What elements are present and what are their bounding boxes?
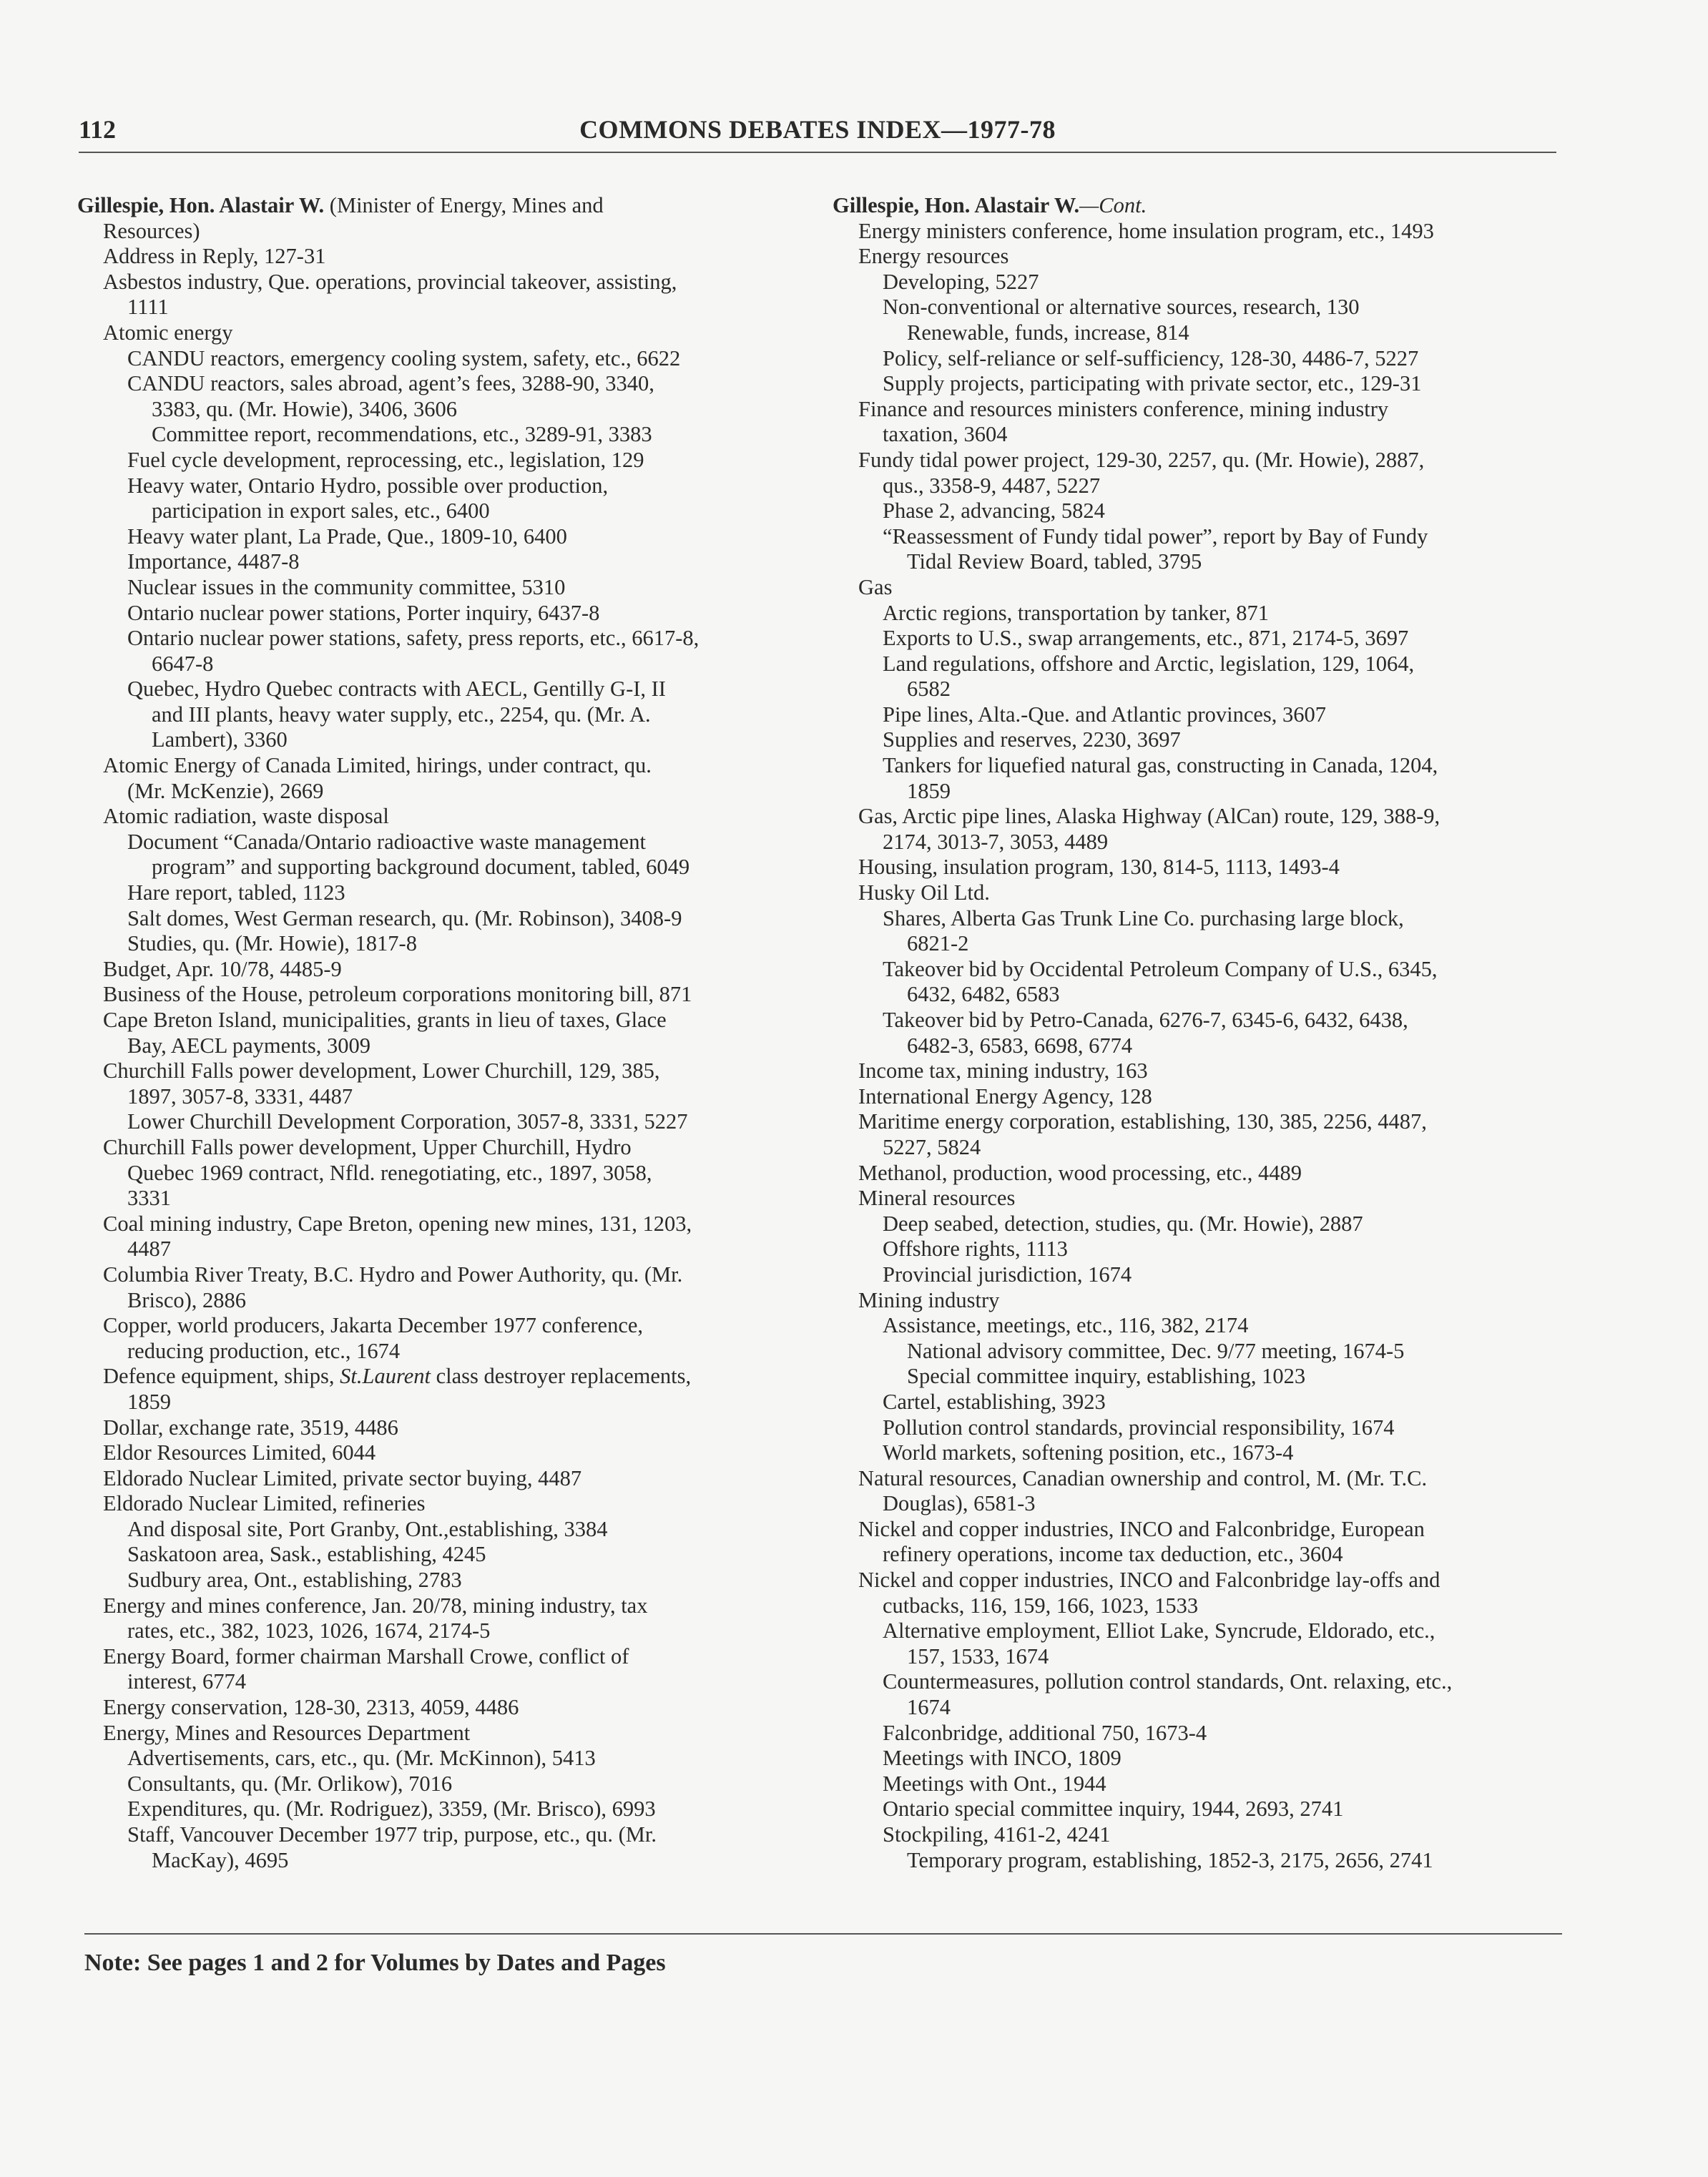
- index-line: Developing, 5227: [883, 269, 1039, 294]
- index-line: Heavy water plant, La Prade, Que., 1809-10, 6400: [127, 524, 567, 549]
- index-line: Provincial jurisdiction, 1674: [883, 1262, 1132, 1287]
- index-line: 1674: [907, 1695, 951, 1720]
- page-title: COMMONS DEBATES INDEX—1977-78: [579, 115, 1056, 144]
- index-line: Mining industry: [858, 1287, 1000, 1312]
- index-line: Methanol, production, wood processing, etc., 4489: [858, 1160, 1302, 1185]
- index-line: And disposal site, Port Granby, Ont.,establishing, 3384: [127, 1516, 608, 1541]
- index-line: Hare report, tabled, 1123: [127, 880, 345, 905]
- index-line: Land regulations, offshore and Arctic, legislation, 129, 1064,: [883, 651, 1415, 676]
- index-line: Takeover bid by Petro-Canada, 6276-7, 6345-6, 6432, 6438,: [883, 1008, 1408, 1032]
- index-line: Stockpiling, 4161-2, 4241: [883, 1822, 1111, 1847]
- index-line: Lower Churchill Development Corporation, 3057-8, 3331, 5227: [127, 1109, 688, 1134]
- index-line: Expenditures, qu. (Mr. Rodriguez), 3359, (Mr. Brisco), 6993: [127, 1797, 656, 1822]
- entry-role: (Minister of Energy, Mines and: [324, 193, 604, 217]
- page-header: [79, 114, 1556, 153]
- index-line: 1859: [127, 1389, 171, 1414]
- index-line: 6582: [907, 677, 951, 702]
- index-line: National advisory committee, Dec. 9/77 meeting, 1674-5: [907, 1338, 1405, 1363]
- index-line: Ontario nuclear power stations, safety, press reports, etc., 6617-8,: [127, 626, 700, 651]
- index-line: Pipe lines, Alta.-Que. and Atlantic provinces, 3607: [883, 702, 1327, 727]
- index-line: Pollution control standards, provincial responsibility, 1674: [883, 1415, 1395, 1440]
- index-line: Renewable, funds, increase, 814: [907, 320, 1189, 345]
- index-line: Cartel, establishing, 3923: [883, 1389, 1106, 1414]
- index-line: Assistance, meetings, etc., 116, 382, 2174: [883, 1313, 1249, 1338]
- index-line: Nickel and copper industries, INCO and Falconbridge lay-offs and: [858, 1568, 1440, 1593]
- index-line: Gas: [858, 574, 893, 599]
- index-line: Supplies and reserves, 2230, 3697: [883, 727, 1181, 752]
- index-line: Mineral resources: [858, 1186, 1016, 1211]
- index-line: reducing production, etc., 1674: [127, 1338, 401, 1363]
- index-line: Advertisements, cars, etc., qu. (Mr. McKinnon), 5413: [127, 1746, 596, 1771]
- index-line: Atomic energy: [103, 320, 233, 345]
- entry-name: Gillespie, Hon. Alastair W.: [833, 193, 1080, 217]
- index-line: Churchill Falls power development, Upper Churchill, Hydro: [103, 1134, 632, 1159]
- index-line: Ontario nuclear power stations, Porter inquiry, 6437-8: [127, 600, 600, 625]
- index-line: Consultants, qu. (Mr. Orlikow), 7016: [127, 1771, 453, 1796]
- index-line: 4487: [127, 1237, 171, 1262]
- index-line: Falconbridge, additional 750, 1673-4: [883, 1720, 1207, 1745]
- index-line: Churchill Falls power development, Lower Churchill, 129, 385,: [103, 1058, 660, 1083]
- index-line: Document “Canada/Ontario radioactive waste management: [127, 829, 646, 854]
- index-line: CANDU reactors, emergency cooling system, safety, etc., 6622: [127, 345, 681, 370]
- index-line: Quebec, Hydro Quebec contracts with AECL, Gentilly G-I, II: [127, 677, 666, 702]
- footer-rule: [84, 1933, 1562, 1935]
- index-line: cutbacks, 116, 159, 166, 1023, 1533: [883, 1593, 1199, 1618]
- index-line: Dollar, exchange rate, 3519, 4486: [103, 1415, 398, 1440]
- index-line: Cape Breton Island, municipalities, grants in lieu of taxes, Glace: [103, 1008, 667, 1032]
- index-line: Saskatoon area, Sask., establishing, 4245: [127, 1542, 486, 1567]
- index-line: Meetings with Ont., 1944: [883, 1771, 1106, 1796]
- index-line: Nickel and copper industries, INCO and Falconbridge, European: [858, 1516, 1425, 1541]
- entry-heading: [833, 193, 1565, 219]
- index-line: refinery operations, income tax deduction, etc., 3604: [883, 1542, 1343, 1567]
- index-line: 1897, 3057-8, 3331, 4487: [127, 1083, 353, 1109]
- index-line: program” and supporting background document, tabled, 6049: [152, 855, 690, 880]
- index-line-text: Defence equipment, ships,: [103, 1364, 340, 1389]
- index-line: Coal mining industry, Cape Breton, opening new mines, 131, 1203,: [103, 1211, 692, 1236]
- index-line: Eldorado Nuclear Limited, private sector buying, 4487: [103, 1465, 582, 1490]
- index-line: Sudbury area, Ont., establishing, 2783: [127, 1568, 462, 1593]
- index-line: 6482-3, 6583, 6698, 6774: [907, 1033, 1133, 1058]
- index-line: Eldor Resources Limited, 6044: [103, 1440, 376, 1465]
- index-line: Salt domes, West German research, qu. (Mr. Robinson), 3408-9: [127, 905, 682, 930]
- index-line: Heavy water, Ontario Hydro, possible over production,: [127, 473, 609, 498]
- index-line: Energy resources: [858, 244, 1009, 269]
- index-line: Special committee inquiry, establishing, 1023: [907, 1364, 1306, 1389]
- index-line: Non-conventional or alternative sources, research, 130: [883, 295, 1360, 320]
- index-line: 2174, 3013-7, 3053, 4489: [883, 829, 1109, 854]
- index-line: 6647-8: [152, 651, 214, 676]
- index-line: Importance, 4487-8: [127, 549, 300, 574]
- index-line: Address in Reply, 127-31: [103, 244, 326, 269]
- index-line: [77, 1364, 835, 1390]
- index-line: Maritime energy corporation, establishing, 130, 385, 2256, 4487,: [858, 1109, 1427, 1134]
- index-line: Ontario special committee inquiry, 1944, 2693, 2741: [883, 1797, 1344, 1822]
- index-line: Finance and resources ministers conference, mining industry: [858, 396, 1389, 421]
- header-rule: [79, 152, 1556, 153]
- index-line: Shares, Alberta Gas Trunk Line Co. purchasing large block,: [883, 905, 1404, 930]
- index-line: Fuel cycle development, reprocessing, etc., legislation, 129: [127, 447, 644, 472]
- index-line: Asbestos industry, Que. operations, provincial takeover, assisting,: [103, 269, 677, 294]
- index-line: Energy conservation, 128-30, 2313, 4059, 4486: [103, 1695, 519, 1720]
- index-line-text: class destroyer replacements,: [430, 1364, 692, 1389]
- index-line: Business of the House, petroleum corporations monitoring bill, 871: [103, 982, 692, 1007]
- index-line: Phase 2, advancing, 5824: [883, 498, 1105, 524]
- entry-continued: —Cont.: [1079, 193, 1147, 217]
- index-line: Takeover bid by Occidental Petroleum Company of U.S., 6345,: [883, 956, 1438, 981]
- index-line: Energy ministers conference, home insulation program, etc., 1493: [858, 218, 1434, 243]
- index-line: Brisco), 2886: [127, 1287, 247, 1312]
- index-line: Atomic Energy of Canada Limited, hirings, under contract, qu.: [103, 753, 652, 778]
- index-line: qus., 3358-9, 4487, 5227: [883, 473, 1101, 498]
- index-line: Lambert), 3360: [152, 727, 288, 752]
- index-line: Tankers for liquefied natural gas, constructing in Canada, 1204,: [883, 753, 1438, 778]
- index-line: Bay, AECL payments, 3009: [127, 1033, 370, 1058]
- index-line: taxation, 3604: [883, 422, 1008, 447]
- index-line: rates, etc., 382, 1023, 1026, 1674, 2174-5: [127, 1618, 491, 1643]
- index-line: Deep seabed, detection, studies, qu. (Mr. Howie), 2887: [883, 1211, 1363, 1236]
- index-line: 3331: [127, 1186, 171, 1211]
- index-line: Staff, Vancouver December 1977 trip, purpose, etc., qu. (Mr.: [127, 1822, 657, 1847]
- index-line: Meetings with INCO, 1809: [883, 1746, 1122, 1771]
- index-line: 3383, qu. (Mr. Howie), 3406, 3606: [152, 396, 457, 421]
- index-line: Arctic regions, transportation by tanker, 871: [883, 600, 1270, 625]
- page-number: 112: [79, 115, 117, 144]
- index-line: Housing, insulation program, 130, 814-5, 1113, 1493-4: [858, 855, 1340, 880]
- index-line: Budget, Apr. 10/78, 4485-9: [103, 956, 342, 981]
- index-line: Energy Board, former chairman Marshall Crowe, conflict of: [103, 1643, 629, 1669]
- index-line: Exports to U.S., swap arrangements, etc., 871, 2174-5, 3697: [883, 626, 1409, 651]
- index-line: Tidal Review Board, tabled, 3795: [907, 549, 1202, 574]
- index-line: 6432, 6482, 6583: [907, 982, 1060, 1007]
- index-line: Copper, world producers, Jakarta December 1977 conference,: [103, 1313, 644, 1338]
- index-line: Countermeasures, pollution control standards, Ont. relaxing, etc.,: [883, 1669, 1453, 1694]
- footer-note: Note: See pages 1 and 2 for Volumes by Dates and Pages: [84, 1950, 666, 1976]
- ship-class-name: St.Laurent: [340, 1364, 431, 1389]
- index-line: 1111: [127, 295, 169, 320]
- index-line: World markets, softening position, etc., 1673-4: [883, 1440, 1294, 1465]
- index-line: Gas, Arctic pipe lines, Alaska Highway (AlCan) route, 129, 388-9,: [858, 804, 1440, 829]
- index-line: Columbia River Treaty, B.C. Hydro and Power Authority, qu. (Mr.: [103, 1262, 683, 1287]
- index-line: Natural resources, Canadian ownership and control, M. (Mr. T.C.: [858, 1465, 1428, 1490]
- left-column: [77, 193, 835, 1873]
- index-line: Energy, Mines and Resources Department: [103, 1720, 471, 1745]
- entry-name: Gillespie, Hon. Alastair W.: [77, 193, 325, 217]
- index-line: Resources): [103, 218, 200, 243]
- index-line: 1859: [907, 778, 951, 803]
- index-line: Committee report, recommendations, etc., 3289-91, 3383: [152, 422, 652, 447]
- index-line: Fundy tidal power project, 129-30, 2257, qu. (Mr. Howie), 2887,: [858, 447, 1425, 472]
- index-line: MacKay), 4695: [152, 1847, 289, 1872]
- index-line: Energy and mines conference, Jan. 20/78, mining industry, tax: [103, 1593, 648, 1618]
- index-line: Alternative employment, Elliot Lake, Syncrude, Eldorado, etc.,: [883, 1618, 1435, 1643]
- index-line: “Reassessment of Fundy tidal power”, report by Bay of Fundy: [883, 524, 1428, 549]
- entry-heading: [77, 193, 835, 219]
- right-column: [833, 193, 1565, 1873]
- index-line: participation in export sales, etc., 6400: [152, 498, 490, 524]
- index-line: Policy, self-reliance or self-sufficiency, 128-30, 4486-7, 5227: [883, 345, 1419, 370]
- index-line: Income tax, mining industry, 163: [858, 1058, 1148, 1083]
- index-line: Eldorado Nuclear Limited, refineries: [103, 1491, 426, 1516]
- index-line: (Mr. McKenzie), 2669: [127, 778, 324, 803]
- index-line: Nuclear issues in the community committee, 5310: [127, 574, 566, 599]
- index-line: and III plants, heavy water supply, etc., 2254, qu. (Mr. A.: [152, 702, 651, 727]
- index-line: Temporary program, establishing, 1852-3, 2175, 2656, 2741: [907, 1847, 1433, 1872]
- index-line: Supply projects, participating with private sector, etc., 129-31: [883, 371, 1422, 396]
- index-line: 157, 1533, 1674: [907, 1643, 1049, 1669]
- index-line: interest, 6774: [127, 1669, 247, 1694]
- index-line: Atomic radiation, waste disposal: [103, 804, 389, 829]
- index-line: 5227, 5824: [883, 1134, 981, 1159]
- index-line: International Energy Agency, 128: [858, 1083, 1152, 1109]
- index-line: Husky Oil Ltd.: [858, 880, 990, 905]
- index-line: Offshore rights, 1113: [883, 1237, 1068, 1262]
- index-line: 6821-2: [907, 931, 969, 956]
- index-line: Quebec 1969 contract, Nfld. renegotiating, etc., 1897, 3058,: [127, 1160, 652, 1185]
- index-line: CANDU reactors, sales abroad, agent’s fees, 3288-90, 3340,: [127, 371, 654, 396]
- index-line: Studies, qu. (Mr. Howie), 1817-8: [127, 931, 417, 956]
- index-line: Douglas), 6581-3: [883, 1491, 1036, 1516]
